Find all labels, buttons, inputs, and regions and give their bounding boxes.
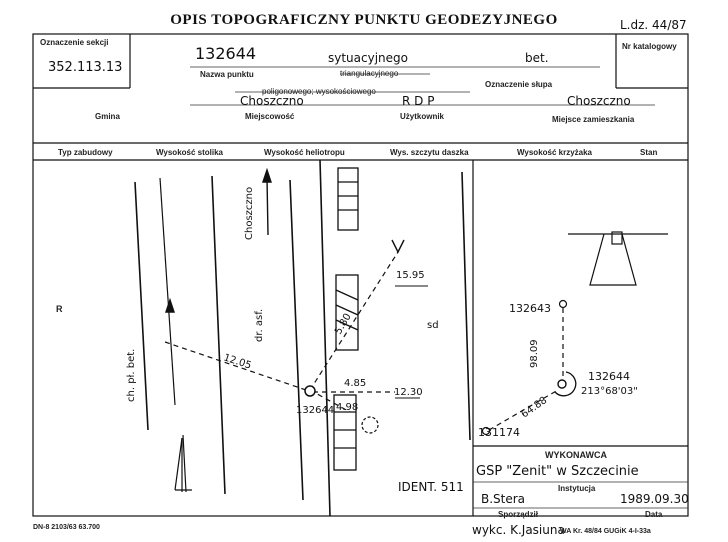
section-label: Oznaczenie sekcji xyxy=(40,38,109,47)
distance-15-95: 15.95 xyxy=(396,270,425,281)
material: bet. xyxy=(525,51,549,65)
ident-label: IDENT. 511 xyxy=(398,480,464,494)
distance-98-09: 98.09 xyxy=(529,339,540,368)
pillar-label: Oznaczenie słupa xyxy=(485,80,553,89)
polygon-word: poligonowego; wysokościowego xyxy=(262,87,376,96)
footer-right-code: WA Kr. 48/84 GUGiK 4-I-33a xyxy=(560,528,651,535)
distance-4-85: 4.85 xyxy=(344,378,367,389)
sd-label: sd xyxy=(427,320,439,331)
col-build-type: Typ zabudowy xyxy=(58,148,113,157)
sidewalk-label: ch. pł. bet. xyxy=(126,348,137,402)
point-name-label: Nazwa punktu xyxy=(200,70,254,79)
triangulation-word: triangulacyjnego xyxy=(340,69,399,78)
town-label: Choszczno xyxy=(244,186,255,240)
point-number: 132644 xyxy=(195,44,257,63)
residence-label: Miejsce zamieszkania xyxy=(552,115,635,124)
executor-label: WYKONAWCA xyxy=(545,450,607,460)
point-131174: 131174 xyxy=(478,426,520,439)
angle-value: 213°68'03" xyxy=(581,386,638,397)
distance-12-30: 12.30 xyxy=(394,387,423,398)
user-value: R D P xyxy=(402,94,435,108)
author-value: B.Stera xyxy=(481,492,526,506)
institution-label: Instytucja xyxy=(558,484,596,493)
page-title: OPIS TOPOGRAFICZNY PUNKTU GEODEZYJNEGO xyxy=(170,12,558,28)
catalog-label: Nr katalogowy xyxy=(622,42,677,51)
col-roof-height: Wys. szczytu daszka xyxy=(390,148,469,157)
point-132643: 132643 xyxy=(509,302,551,315)
gmina-label: Gmina xyxy=(95,112,120,121)
distance-12-05: 12.05 xyxy=(222,352,253,372)
point-type: sytuacyjnego xyxy=(328,51,408,65)
reference-number: L.dz. 44/87 xyxy=(620,18,687,32)
locality-value: Choszczno xyxy=(240,94,304,108)
road-label: dr. asf. xyxy=(254,308,265,342)
date-label: Data xyxy=(645,510,663,519)
footer-left-code: DN-8 2103/63 63.700 xyxy=(33,524,100,531)
distance-5-80: 5.80 xyxy=(333,311,354,337)
footer-handwritten: wykc. K.Jasiuna xyxy=(472,523,565,537)
point-132644: 132644 xyxy=(588,370,630,383)
author-label: Sporządził xyxy=(498,510,539,519)
residence-value: Choszczno xyxy=(567,94,631,108)
locality-label: Miejscowość xyxy=(245,112,295,121)
point-label: 132644 xyxy=(296,405,335,416)
col-table-height: Wysokość stolika xyxy=(156,148,223,157)
user-label: Użytkownik xyxy=(400,112,445,121)
label-r: R xyxy=(56,304,63,314)
col-heliotrope-height: Wysokość heliotropu xyxy=(264,148,345,157)
distance-64-88: 64.88 xyxy=(519,395,550,421)
date-value: 1989.09.30 xyxy=(620,492,689,506)
distance-4-98: 4.98 xyxy=(336,402,359,413)
col-status: Stan xyxy=(640,148,658,157)
executor-value: GSP "Zenit" w Szczecinie xyxy=(476,464,639,479)
col-cross-height: Wysokość krzyżaka xyxy=(517,148,593,157)
section-value: 352.113.13 xyxy=(48,60,123,75)
